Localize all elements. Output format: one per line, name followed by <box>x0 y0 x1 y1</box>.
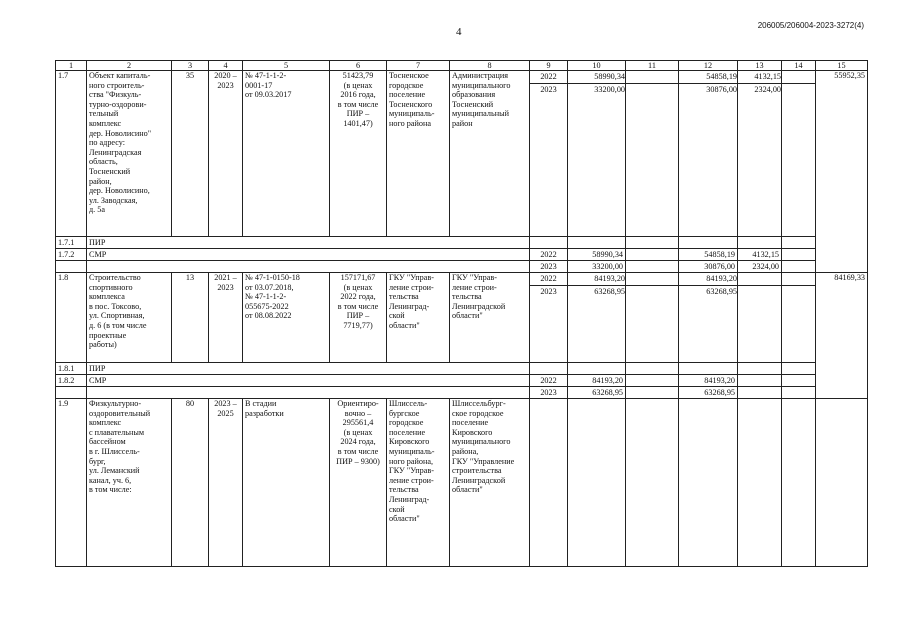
col-header: 7 <box>387 61 450 71</box>
col-header: 11 <box>626 61 679 71</box>
capacity: 13 <box>172 273 209 363</box>
estimated-cost: Ориентиро- вочно – 295561,4 (в ценах 2024 года, в том числе ПИР – 9300) <box>330 399 387 567</box>
empty-cell <box>782 237 816 249</box>
value: 4132,15 <box>738 71 782 84</box>
empty-cell <box>626 399 679 567</box>
value <box>782 273 816 286</box>
value <box>782 84 816 96</box>
empty-cell <box>738 363 782 375</box>
table-row-1-8 <box>56 273 868 363</box>
total-amount <box>568 71 626 237</box>
col-header: 13 <box>738 61 782 71</box>
value <box>626 273 679 286</box>
value <box>738 273 782 286</box>
col-header: 12 <box>679 61 738 71</box>
stage-label: ПИР <box>87 363 530 375</box>
period: 2023 – 2025 <box>209 399 243 567</box>
year: 2022 <box>530 375 568 387</box>
year: 2023 <box>530 261 568 273</box>
row-number: 1.9 <box>56 399 87 567</box>
col-header: 2 <box>87 61 172 71</box>
local-amount <box>738 71 782 237</box>
capacity: 80 <box>172 399 209 567</box>
empty-cell <box>87 261 530 273</box>
value: 84193,20 <box>679 273 738 286</box>
empty-cell <box>87 387 530 399</box>
row-number: 1.8.2 <box>56 375 87 387</box>
value: 84193,20 <box>568 273 626 286</box>
estimated-cost: 51423,79 (в ценах 2016 года, в том числе ПИР – 1401,47) <box>330 71 387 237</box>
empty-cell <box>782 399 816 567</box>
year: 2022 <box>530 249 568 261</box>
col-header: 14 <box>782 61 816 71</box>
stage-label: ПИР <box>87 237 530 249</box>
value: 30876,00 <box>706 85 737 94</box>
empty-cell <box>782 387 816 399</box>
table-row-1-7-1 <box>56 237 868 249</box>
remaining-cost: 55952,35 <box>816 71 868 273</box>
empty-cell <box>782 261 816 273</box>
object-name: Физкультурно- оздоровительный комплекс с плавательным бассейном в г. Шлиссель- бург, ул. Леманский канал, уч. 6, в том числе: <box>87 399 172 567</box>
table-row-1-7 <box>56 71 868 237</box>
row-number: 1.7.1 <box>56 237 87 249</box>
expertise: № 47-1-1-2- 0001-17 от 09.03.2017 <box>243 71 330 237</box>
empty-cell <box>782 375 816 387</box>
federal-amount <box>626 71 679 237</box>
other-amount <box>782 273 816 363</box>
table-row-1-9 <box>56 399 868 567</box>
federal-amount <box>626 273 679 363</box>
document-id: 206005/206004-2023-3272(4) <box>757 21 864 30</box>
empty-cell <box>568 237 626 249</box>
remaining-cost <box>816 399 868 567</box>
regional-amount <box>679 71 738 237</box>
value: 4132,15 <box>738 249 782 261</box>
value: 58990,34 <box>568 71 626 84</box>
estimated-cost: 157171,67 (в ценах 2022 года, в том числе ПИР – 7719,77) <box>330 273 387 363</box>
value: 54858,19 <box>679 71 738 84</box>
value <box>782 286 816 298</box>
table-row-1-8-2b <box>56 387 868 399</box>
col-header: 4 <box>209 61 243 71</box>
empty-cell <box>679 363 738 375</box>
stage-label: СМР <box>87 375 530 387</box>
empty-cell <box>530 399 568 567</box>
expertise: В стадии разработки <box>243 399 330 567</box>
value <box>626 84 679 96</box>
expertise: № 47-1-0150-18 от 03.07.2018, № 47-1-1-2- 055675-2022 от 08.08.2022 <box>243 273 330 363</box>
other-amount <box>782 71 816 237</box>
value: 2324,00 <box>738 261 782 273</box>
capacity: 35 <box>172 71 209 237</box>
empty-cell <box>626 237 679 249</box>
period: 2021 – 2023 <box>209 273 243 363</box>
empty-cell <box>782 363 816 375</box>
year: 2022 <box>530 71 568 84</box>
value: 54858,19 <box>679 249 738 261</box>
value <box>782 71 816 84</box>
value: 63268,95 <box>568 387 626 399</box>
owner: Тосненское городское поселение Тосненского муниципаль- ного района <box>387 71 450 237</box>
col-header: 9 <box>530 61 568 71</box>
value <box>626 286 679 298</box>
col-header: 1 <box>56 61 87 71</box>
empty-cell <box>679 237 738 249</box>
year: 2023 <box>540 287 557 296</box>
empty-cell <box>782 249 816 261</box>
header-row <box>56 61 868 71</box>
empty-cell <box>56 261 87 273</box>
object-name: Строительство спортивного комплекса в пос. Токсово, ул. Спортивная, д. 6 (в том числе проектные работы) <box>87 273 172 363</box>
empty-cell <box>530 237 568 249</box>
col-header: 5 <box>243 61 330 71</box>
table-row-1-8-1 <box>56 363 868 375</box>
empty-cell <box>568 399 626 567</box>
page-number: 4 <box>456 26 462 38</box>
owner: ГКУ "Управ- ление строи- тельства Ленинград- ской области" <box>387 273 450 363</box>
col-header: 10 <box>568 61 626 71</box>
value: 2324,00 <box>754 85 781 94</box>
total-amount <box>568 273 626 363</box>
data-table <box>55 60 868 567</box>
empty-cell <box>679 399 738 567</box>
row-number: 1.7 <box>56 71 87 237</box>
empty-cell <box>738 387 782 399</box>
value: 33200,00 <box>594 85 625 94</box>
empty-cell <box>738 237 782 249</box>
col-header: 15 <box>816 61 868 71</box>
customer: Шлиссельбург- ское городское поселение Кировского муниципального района, ГКУ "Управление строительства Ленинградской области" <box>450 399 530 567</box>
value: 84193,20 <box>679 375 738 387</box>
table-row-1-7-2b <box>56 261 868 273</box>
col-header: 8 <box>450 61 530 71</box>
value: 63268,95 <box>679 387 738 399</box>
year: 2023 <box>530 387 568 399</box>
empty-cell <box>626 363 679 375</box>
object-name: Объект капиталь- ного строитель- ства "Физкуль- турно-оздорови- тельный комплекс дер. Новолисино" по адресу: Ленинградская область, Тосненский район, дер. Новолисино, ул. Заводская, д. 5а <box>87 71 172 237</box>
empty-cell <box>738 375 782 387</box>
year: 2022 <box>530 273 568 286</box>
empty-cell <box>626 375 679 387</box>
customer: ГКУ "Управ- ление строи- тельства Ленинградской области" <box>450 273 530 363</box>
customer: Администрация муниципального образования Тосненский муниципальный район <box>450 71 530 237</box>
local-amount <box>738 273 782 363</box>
years <box>530 71 568 237</box>
owner: Шлиссель- бургское городское поселение Кировского муниципаль- ного района, ГКУ "Управ- ление строи- тельства Ленинград- ской области" <box>387 399 450 567</box>
value: 33200,00 <box>568 261 626 273</box>
table-row-1-7-2 <box>56 249 868 261</box>
regional-amount <box>679 273 738 363</box>
row-number: 1.7.2 <box>56 249 87 261</box>
period: 2020 – 2023 <box>209 71 243 237</box>
value <box>626 71 679 84</box>
row-number: 1.8 <box>56 273 87 363</box>
value: 30876,00 <box>679 261 738 273</box>
remaining-cost: 84169,33 <box>816 273 868 399</box>
empty-cell <box>530 363 568 375</box>
value: 63268,95 <box>594 287 625 296</box>
year: 2023 <box>540 85 557 94</box>
empty-cell <box>626 261 679 273</box>
row-number: 1.8.1 <box>56 363 87 375</box>
col-header: 6 <box>330 61 387 71</box>
stage-label: СМР <box>87 249 530 261</box>
empty-cell <box>738 399 782 567</box>
value: 58990,34 <box>568 249 626 261</box>
empty-cell <box>626 387 679 399</box>
years <box>530 273 568 363</box>
value <box>738 286 782 298</box>
value: 63268,95 <box>706 287 737 296</box>
empty-cell <box>568 363 626 375</box>
value: 84193,20 <box>568 375 626 387</box>
col-header: 3 <box>172 61 209 71</box>
empty-cell <box>626 249 679 261</box>
table-row-1-8-2 <box>56 375 868 387</box>
empty-cell <box>56 387 87 399</box>
